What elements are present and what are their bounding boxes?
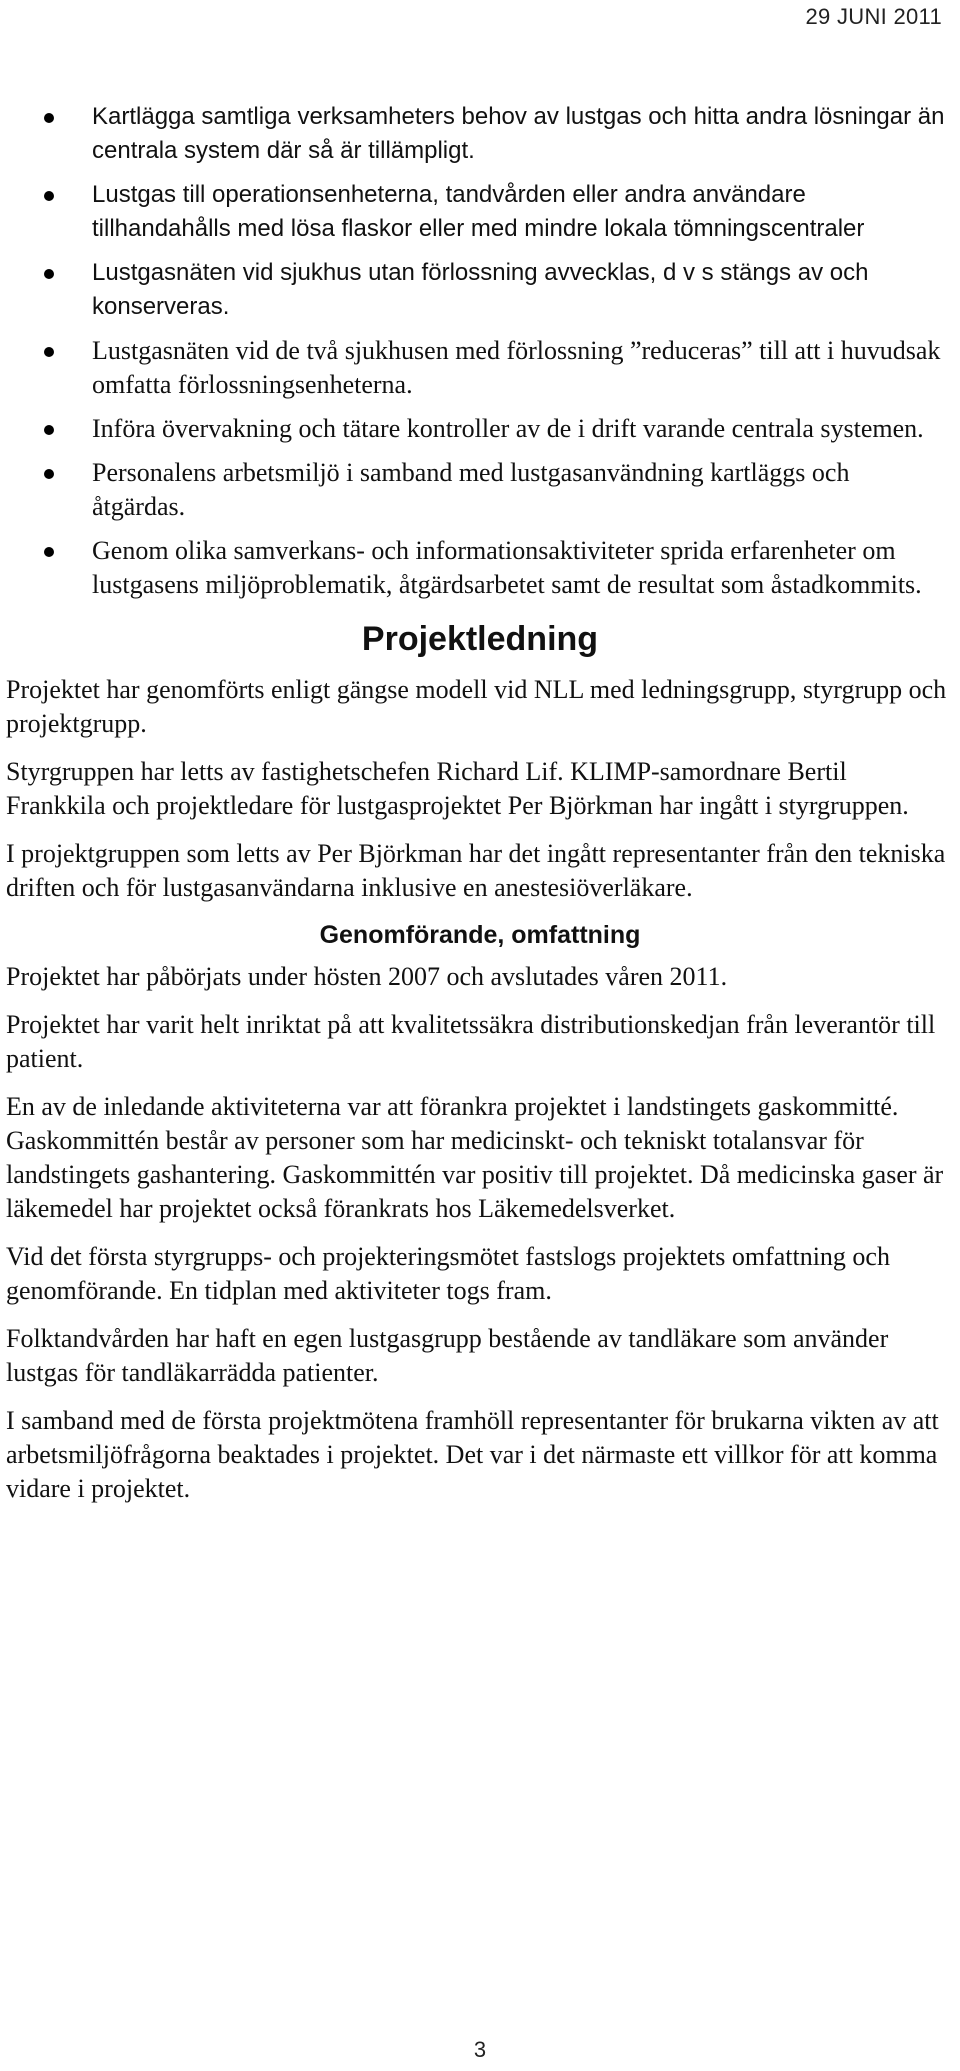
bullet-dot-icon	[44, 347, 54, 357]
bullet-dot-icon	[44, 547, 54, 557]
bullet-dot-icon	[44, 425, 54, 435]
paragraph: Projektet har påbörjats under hösten 2007 och avslutades våren 2011.	[6, 962, 728, 991]
paragraph: Styrgruppen har letts av fastighetschefen Richard Lif. KLIMP-samordnare Bertil Frankkila och projektledare för lustgasprojektet Per Björkman har ingått i styrgruppen.	[6, 757, 909, 820]
bullet-text: Lustgas till operationsenheterna, tandvården eller andra användare tillhandahålls med lösa flaskor eller med mindre lokala tömningscentraler	[92, 181, 865, 242]
bullet-text: Personalens arbetsmiljö i samband med lustgasanvändning kartläggs och åtgärdas.	[92, 458, 850, 521]
bullet-dot-icon	[44, 113, 54, 123]
bullet-list	[0, 100, 960, 602]
bullet-item	[0, 534, 960, 602]
bullet-dot-icon	[44, 269, 54, 279]
bullet-item	[0, 178, 960, 246]
bullet-item	[0, 100, 960, 168]
page-number: 3	[473, 2037, 487, 2062]
bullet-dot-icon	[44, 469, 54, 479]
bullet-item	[0, 412, 960, 446]
bullet-text: Lustgasnäten vid sjukhus utan förlossning avvecklas, d v s stängs av och konserveras.	[92, 259, 869, 320]
bullet-item	[0, 256, 960, 324]
page-content	[0, 100, 960, 1520]
bullet-text: Kartlägga samtliga verksamheters behov av lustgas och hitta andra lösningar än centrala system där så är tillämpligt.	[92, 103, 945, 164]
paragraph: I projektgruppen som letts av Per Björkman har det ingått representanter från den tekniska driften och för lustgasanvändarna inklusive en anestesiöverläkare.	[6, 839, 946, 902]
paragraph: Vid det första styrgrupps- och projekteringsmötet fastslogs projektets omfattning och genomförande. En tidplan med aktiviteter togs fram.	[6, 1242, 890, 1305]
bullet-text: Lustgasnäten vid de två sjukhusen med förlossning ”reduceras” till att i huvudsak omfatta förlossningsenheterna.	[92, 336, 941, 399]
bullet-text: Genom olika samverkans- och informationsaktiviteter sprida erfarenheter om lustgasens miljöproblematik, åtgärdsarbetet samt de resultat som åstadkommits.	[92, 536, 922, 599]
section-heading-projektledning: Projektledning	[361, 620, 599, 658]
paragraph: Folktandvården har haft en egen lustgasgrupp bestående av tandläkare som använder lustgas för tandläkarrädda patienter.	[6, 1324, 889, 1387]
paragraph: Projektet har varit helt inriktat på att kvalitetssäkra distributionskedjan från leverantör till patient.	[6, 1010, 936, 1073]
paragraph: Projektet har genomförts enligt gängse modell vid NLL med ledningsgrupp, styrgrupp och projektgrupp.	[6, 675, 947, 738]
bullet-item	[0, 334, 960, 402]
paragraph: I samband med de första projektmötena framhöll representanter för brukarna vikten av att arbetsmiljöfrågorna beaktades i projektet. Det var i det närmaste ett villkor för att komma vidare i projektet.	[6, 1406, 939, 1503]
bullet-dot-icon	[44, 191, 54, 201]
header-date: 29 JUNI 2011	[805, 4, 942, 29]
bullet-item	[0, 456, 960, 524]
paragraph: En av de inledande aktiviteterna var att förankra projektet i landstingets gaskommitté. Gaskommittén består av personer som har medicinskt- och tekniskt totalansvar för landstingets gashantering. Gaskommittén var positiv till projektet. Då medicinska gaser är läkemedel har projektet också förankrats hos Läkemedelsverket.	[6, 1092, 944, 1223]
section-heading-genomforande: Genomförande, omfattning	[319, 921, 641, 949]
bullet-text: Införa övervakning och tätare kontroller av de i drift varande centrala systemen.	[92, 414, 924, 443]
